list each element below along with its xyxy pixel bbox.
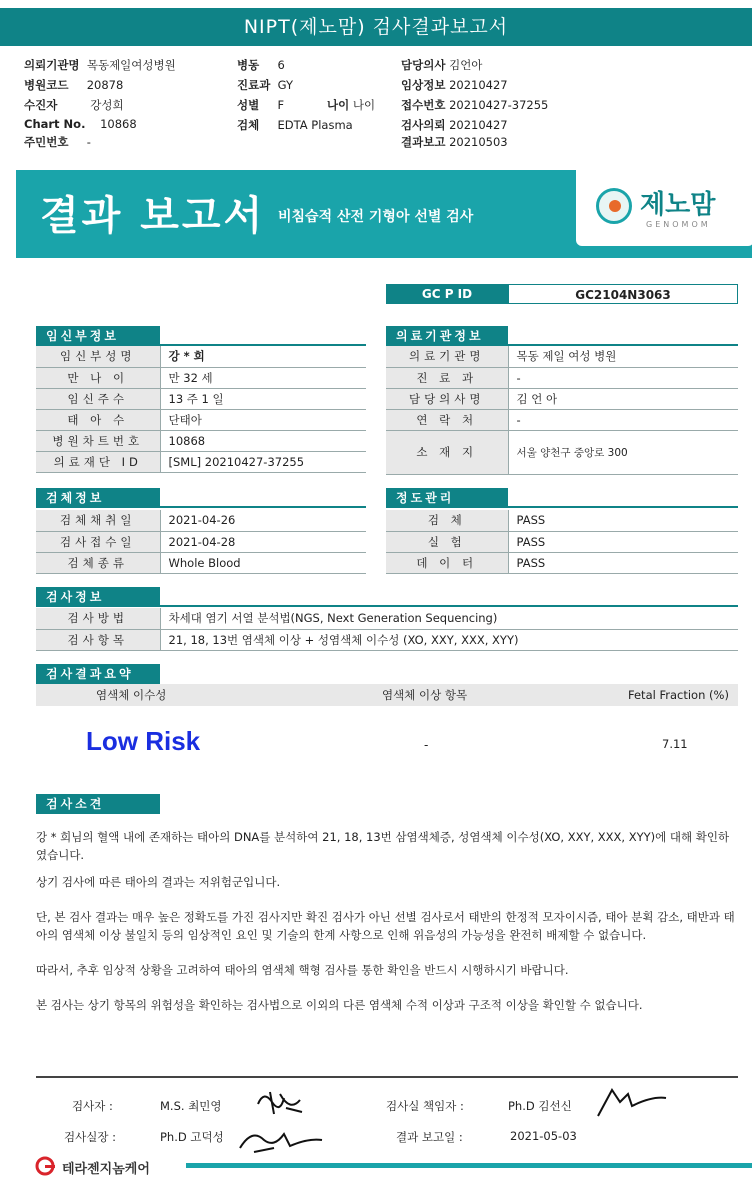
table-row: 검사항목 21, 18, 13번 염색체 이상 + 성염색체 이수성 (XO, XXY, XXX, XYY) xyxy=(36,629,738,650)
table-row: 검체채취일 2021-04-26 xyxy=(36,510,366,531)
section-institution-label: 의료기관정보 xyxy=(386,326,508,346)
summary-col-fetal-fraction: Fetal Fraction (%) xyxy=(628,688,729,702)
table-row: 소 재 지 서울 양천구 중앙로 300 xyxy=(386,430,738,474)
header-field: 주민번호 - xyxy=(24,135,91,149)
fetal-fraction-value: 7.11 xyxy=(662,737,688,751)
genomom-logo xyxy=(576,170,752,246)
table-row: 의료기관명 목동 제일 여성 병원 xyxy=(386,346,738,367)
table-row: 데 이 터 PASS xyxy=(386,552,738,573)
header-field: 나이 나이 xyxy=(327,98,376,112)
summary-header xyxy=(36,684,738,706)
header-field: 성별 F xyxy=(237,98,285,112)
table-row: 임신주수 13 주 1 일 xyxy=(36,388,366,409)
section-test-label: 검사정보 xyxy=(36,587,160,607)
section-specimen-label: 검체정보 xyxy=(36,488,160,508)
table-row: 검체종류 Whole Blood xyxy=(36,552,366,573)
table-row: 진 료 과 - xyxy=(386,367,738,388)
result-banner xyxy=(16,170,752,258)
header-field: 병원코드 20878 xyxy=(24,78,124,92)
header-field: 접수번호 20210427-37255 xyxy=(401,98,549,112)
table-row: 태 아 수 단태아 xyxy=(36,409,366,430)
company-logo-icon xyxy=(34,1156,58,1176)
table-row: 의료재단 ID [SML] 20210427-37255 xyxy=(36,451,366,472)
header-field: 검사의뢰 20210427 xyxy=(401,118,508,132)
header-field: 검체 EDTA Plasma xyxy=(237,118,353,132)
abnormal-value: - xyxy=(424,738,429,752)
finding-paragraph: 본 검사는 상기 항목의 위험성을 확인하는 검사법으로 이외의 다른 염색체 수적 이상과 구조적 이상을 확인할 수 없습니다. xyxy=(36,998,643,1012)
lab-resp-name: Ph.D 김선신 xyxy=(508,1099,572,1113)
finding-paragraph: 따라서, 추후 임상적 상황을 고려하여 태아의 염색체 핵형 검사를 통한 확인을 반드시 시행하시기 바랍니다. xyxy=(36,963,569,977)
footer-line xyxy=(186,1163,752,1168)
finding-paragraph: 상기 검사에 따른 태아의 결과는 저위험군입니다. xyxy=(36,875,281,889)
lab-resp-label: 검사실 책임자 : xyxy=(386,1099,464,1113)
table-row: 병원차트번호 10868 xyxy=(36,430,366,451)
header-field: 병동 6 xyxy=(237,58,285,72)
table-row: 만 나 이 만 32 세 xyxy=(36,367,366,388)
section-pregnant-label: 임신부정보 xyxy=(36,326,160,346)
lab-head-label: 검사실장 : xyxy=(64,1130,116,1144)
lab-head-name: Ph.D 고덕성 xyxy=(160,1130,224,1144)
table-row: 검 체 PASS xyxy=(386,510,738,531)
table-row: 연 락 처 - xyxy=(386,409,738,430)
company-name: 테라젠지놈케어 xyxy=(62,1162,150,1177)
lab-resp-signature xyxy=(592,1082,672,1122)
qc-table xyxy=(386,510,738,574)
finding-paragraph: 강 * 희님의 혈액 내에 존재하는 태아의 DNA를 분석하여 21, 18, 13번 삼염색체증, 성염색체 이수성(XO, XXY, XXX, XYY)에 대해 확인하였습니다. xyxy=(36,830,730,862)
tester-signature xyxy=(250,1082,310,1122)
specimen-table xyxy=(36,510,366,574)
report-title: NIPT(제노맘) 검사결과보고서 xyxy=(0,8,752,46)
report-date: 2021-05-03 xyxy=(510,1129,577,1143)
table-row: 실 험 PASS xyxy=(386,531,738,552)
header-field: 임상정보 20210427 xyxy=(401,78,508,92)
header-field: 의뢰기관명 목동제일여성병원 xyxy=(24,58,176,72)
table-row: 검사방법 차세대 염기 서열 분석법(NGS, Next Generation Sequencing) xyxy=(36,608,738,629)
logo-text: 제노맘 xyxy=(640,190,716,220)
header-field: Chart No. 10868 xyxy=(24,117,137,131)
summary-col-abnormal: 염색체 이상 항목 xyxy=(382,688,468,702)
section-qc-label: 정도관리 xyxy=(386,488,508,508)
summary-col-aneuploidy: 염색체 이수성 xyxy=(96,688,167,702)
logo-icon xyxy=(596,188,632,224)
report-date-label: 결과 보고일 : xyxy=(396,1130,463,1144)
tester-name: M.S. 최민영 xyxy=(160,1099,222,1113)
risk-result: Low Risk xyxy=(86,726,201,756)
lab-head-signature xyxy=(234,1118,328,1158)
gcpid-value: GC2104N3063 xyxy=(508,284,738,304)
signature-divider xyxy=(36,1076,738,1078)
header-field: 진료과 GY xyxy=(237,78,294,92)
gcpid-label: GC P ID xyxy=(386,284,508,304)
section-summary-label: 검사결과요약 xyxy=(36,664,160,684)
header-field: 수진자 강성희 xyxy=(24,98,124,112)
table-row: 검사접수일 2021-04-28 xyxy=(36,531,366,552)
table-row: 임신부성명 강 * 희 xyxy=(36,346,366,367)
banner-title: 결과 보고서 xyxy=(40,193,266,239)
institution-table xyxy=(386,346,738,475)
banner-subtitle: 비침습적 산전 기형아 선별 검사 xyxy=(278,209,474,225)
pregnant-table xyxy=(36,346,366,473)
header-field: 결과보고 20210503 xyxy=(401,135,508,149)
tester-label: 검사자 : xyxy=(72,1099,113,1113)
header-field: 담당의사 김언아 xyxy=(401,58,483,72)
logo-subtext: GENOMOM xyxy=(646,220,711,229)
table-row: 담당의사명 김 언 아 xyxy=(386,388,738,409)
section-findings-label: 검사소견 xyxy=(36,794,160,814)
finding-paragraph: 단, 본 검사 결과는 매우 높은 정확도를 가진 검사지만 확진 검사가 아닌 선별 검사로서 태반의 한정적 모자이시즘, 태아 분획 감소, 태반과 태아의 염색체 이상 불일치 등의 임상적인 요인 및 기술의 한계 사항으로 인해 위음성의 가능성을 완전히 배제할 수 없습니다. xyxy=(36,910,735,942)
test-table xyxy=(36,608,738,651)
